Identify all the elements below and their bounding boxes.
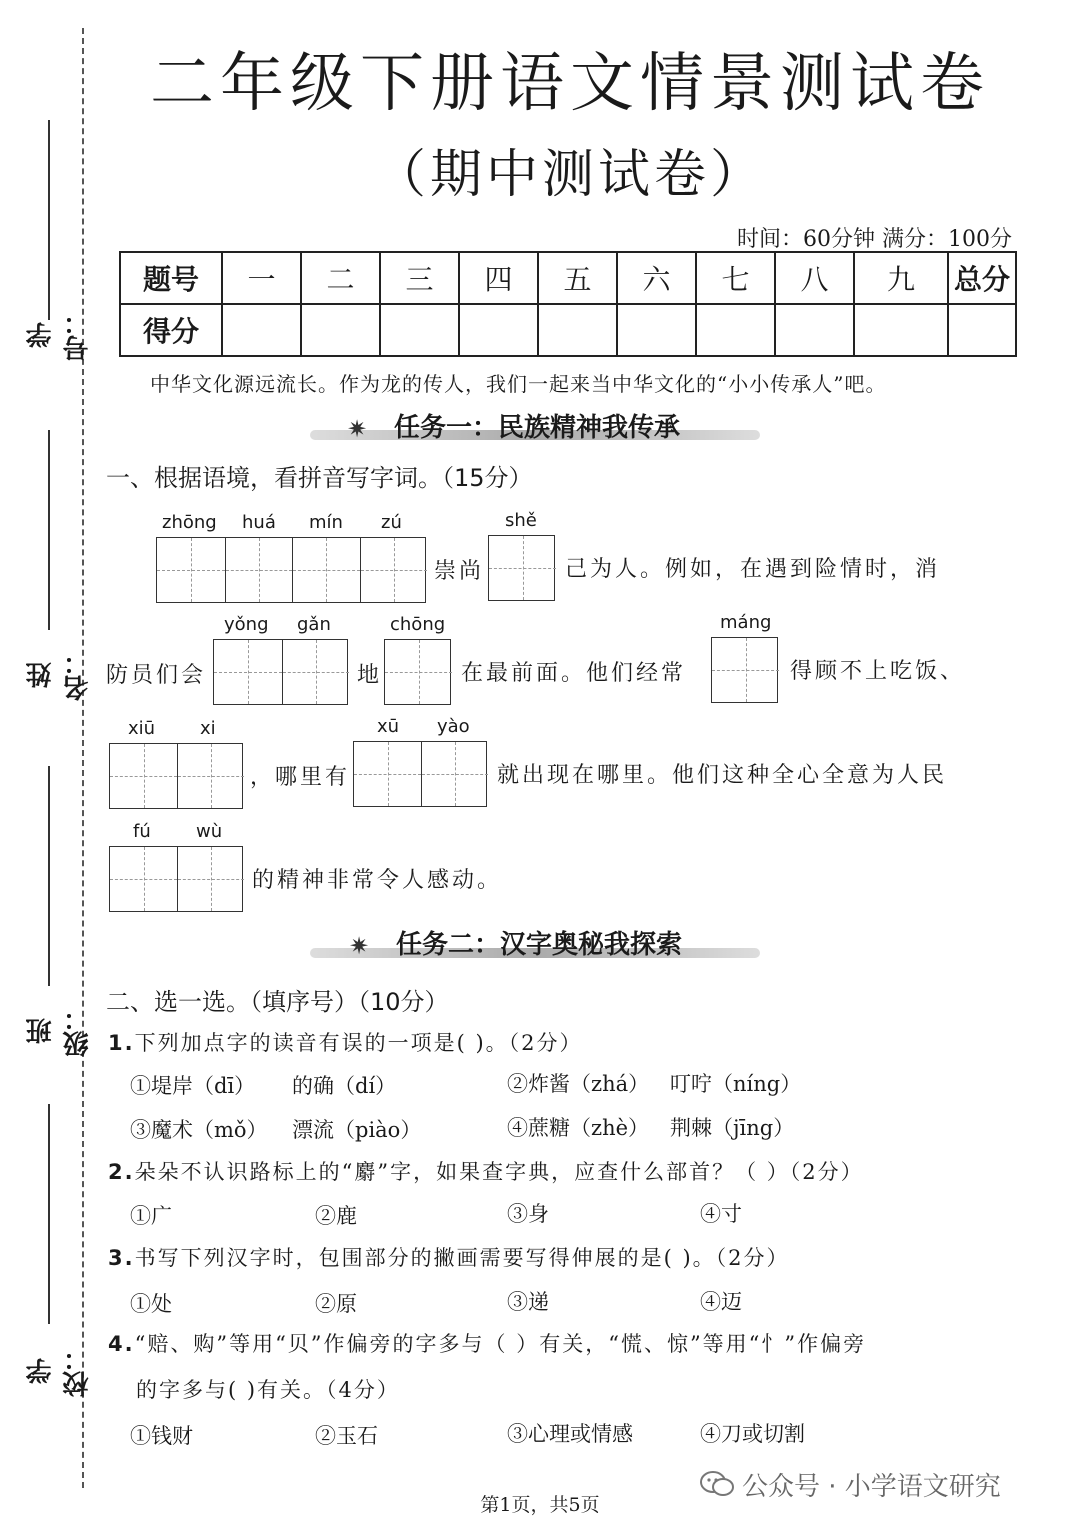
subquestion-text: 朵朵不认识路标上的“麝”字，如果查字典，应查什么部首？（ ）（2分） [134,1160,864,1184]
score-cell[interactable] [459,304,538,356]
score-header-cell: 题号 [120,252,222,304]
class-label: 班级： [26,1005,93,1057]
score-cell[interactable] [380,304,459,356]
subquestion-number: 1. [108,1031,135,1055]
watermark-text: 公众号 · 小学语文研究 [742,1472,1001,1502]
score-cell[interactable] [775,304,854,356]
score-header-cell: 三 [380,252,459,304]
option[interactable]: ④寸 [700,1202,742,1226]
pinyin-zhong: zhōng [162,512,217,533]
writing-grid-mang[interactable] [711,637,778,703]
pinyin-xu: xū [377,716,400,737]
writing-grid-xuyao[interactable] [353,741,487,807]
writing-grid-xiuxi[interactable] [109,743,243,809]
option[interactable]: ①钱财 [130,1424,193,1448]
name-line [48,430,50,630]
text-line3-rest: 就出现在哪里。他们这种全心全意为人民 [497,763,948,788]
score-cell[interactable] [696,304,775,356]
option-3a[interactable]: ③魔术（mǒ） [130,1118,268,1142]
text-chongshang: 崇尚 [434,559,485,584]
task2-title: 任务二：汉字奥秘我探索 [396,930,683,960]
score-cell[interactable] [222,304,301,356]
text-line4-rest: 的精神非常令人感动。 [252,868,503,893]
score-header-cell: 四 [459,252,538,304]
task1-title: 任务一：民族精神我传承 [394,413,681,443]
intro-text: 中华文化源远流长。作为龙的传人，我们一起来当中华文化的“小小传承人”吧。 [150,372,887,396]
pinyin-gan: gǎn [297,614,331,635]
option-1a[interactable]: ①堤岸（dī） [130,1074,256,1098]
option-1b: 的确（dí） [292,1074,397,1098]
option[interactable]: ②鹿 [315,1204,357,1228]
text-nayou: ，哪里有 [250,765,351,790]
score-table-header-row [120,252,1016,304]
student-no-line [48,120,50,320]
class-line [48,766,50,986]
pinyin-chong: chōng [390,614,446,635]
pinyin-hua: huá [242,512,276,533]
time-info: 时间：60分钟 满分：100分 [737,227,1012,252]
writing-grid-zhonghuaminzu[interactable] [156,537,426,603]
option[interactable]: ④迈 [700,1290,742,1314]
option[interactable]: ①广 [130,1204,172,1228]
subquestion-text: “赔、购”等用“贝”作偏旁的字多与（ ）有关，“慌、惊”等用“忄”作偏旁 [134,1332,867,1356]
subquestion-text: 书写下列汉字时，包围部分的撇画需要写得伸展的是( )。（2分） [134,1246,790,1270]
option[interactable]: ①处 [130,1292,172,1316]
option[interactable]: ②原 [315,1292,357,1316]
subquestion-text: 下列加点字的读音有误的一项是( )。（2分） [134,1031,583,1055]
score-cell[interactable] [617,304,696,356]
score-header-cell: 二 [301,252,380,304]
score-header-cell: 七 [696,252,775,304]
option[interactable]: ④刀或切割 [700,1422,805,1446]
subquestion-4 [108,1328,866,1358]
score-row-label: 得分 [120,304,222,356]
pinyin-wu: wù [196,821,223,842]
option-4a[interactable]: ④蔗糖（zhè） [507,1116,650,1140]
school-line [48,1104,50,1324]
star-icon: ✷ [346,415,368,443]
writing-grid-chong[interactable] [384,639,451,705]
score-cell[interactable] [854,304,948,356]
student-no-label: 学号： [26,309,93,361]
school-label: 学校： [26,1345,93,1397]
option[interactable]: ②玉石 [315,1424,378,1448]
pinyin-she: shě [505,510,537,531]
subquestion-3 [108,1242,790,1272]
score-header-cell: 八 [775,252,854,304]
option-2b: 叮咛（níng） [670,1072,802,1096]
pinyin-xiu: xiū [128,718,156,739]
option[interactable]: ③递 [507,1290,549,1314]
score-header-cell: 总分 [948,252,1016,304]
pinyin-mang: máng [720,612,772,633]
option-4b: 荆棘（jīng） [670,1116,795,1140]
pinyin-fu: fú [133,821,151,842]
score-header-cell: 六 [617,252,696,304]
text-fangyuan: 防员们会 [106,663,207,688]
page-title: 二年级下册语文情景测试卷 [150,47,990,121]
subquestion-number: 3. [108,1246,135,1270]
text-line2-rest: 得顾不上吃饭、 [790,659,966,684]
name-label: 姓名： [26,649,93,701]
text-di: 地 [357,663,383,688]
subquestion-2 [108,1156,864,1186]
score-header-cell: 一 [222,252,301,304]
subquestion-number: 4. [108,1332,135,1356]
pinyin-yong: yǒng [224,614,269,635]
subquestion-4-cont: 的字多与( )有关。（4分） [136,1378,400,1402]
star-icon: ✷ [348,932,370,960]
pinyin-xi: xi [200,718,216,739]
page-footer: 第1页，共5页 [480,1494,600,1516]
binding-dashed-line [82,28,84,1488]
writing-grid-fuwu[interactable] [109,846,243,912]
score-table [119,251,1017,357]
score-table-score-row [120,304,1016,356]
writing-grid-yonggan[interactable] [213,639,348,705]
option[interactable]: ③身 [507,1202,549,1226]
text-line1-rest: 己为人。例如，在遇到险情时，消 [565,557,941,582]
score-cell[interactable] [301,304,380,356]
question2-heading: 二、选一选。（填序号）（10分） [106,988,449,1016]
option-2a[interactable]: ②炸酱（zhá） [507,1072,650,1096]
subquestion-number: 2. [108,1160,135,1184]
score-cell[interactable] [948,304,1016,356]
pinyin-yao: yào [437,716,470,737]
score-header-cell: 九 [854,252,948,304]
question1-heading: 一、根据语境，看拼音写字词。（15分） [106,464,533,492]
pinyin-zu: zú [381,512,402,533]
option-3b: 漂流（piào） [292,1118,422,1142]
pinyin-min: mín [309,512,343,533]
option[interactable]: ③心理或情感 [507,1422,633,1446]
score-header-cell: 五 [538,252,617,304]
text-zaizuiqianmian: 在最前面。他们经常 [461,661,687,686]
score-cell[interactable] [538,304,617,356]
page-subtitle: （期中测试卷） [373,145,766,205]
writing-grid-she[interactable] [488,535,555,601]
subquestion-1 [108,1027,583,1057]
